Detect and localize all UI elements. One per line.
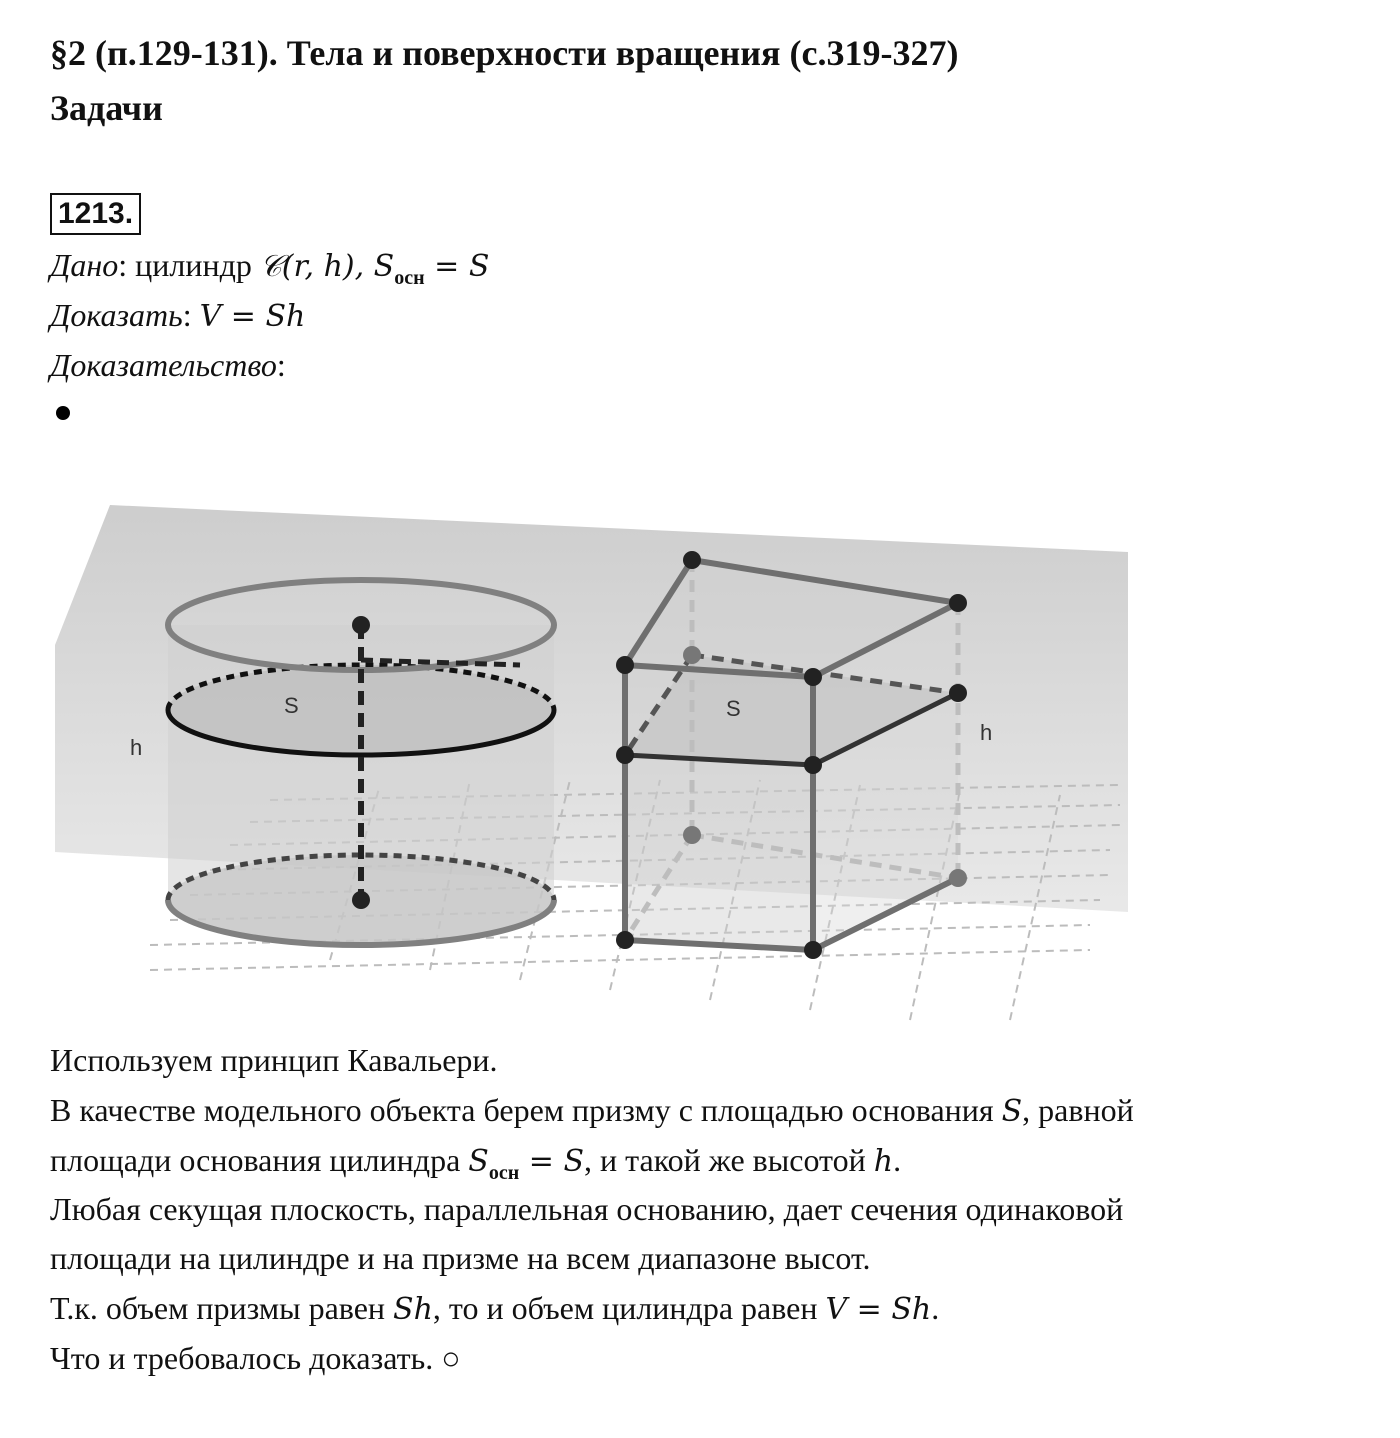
section-title: §2 (п.129-131). Тела и поверхности вращения (с.319-327) [50, 33, 959, 73]
given-subscript: осн [394, 267, 425, 289]
proof-line [50, 345, 286, 385]
given-math-cylinder: 𝒞(r, h), [259, 249, 374, 284]
prove-line [50, 295, 305, 337]
prism-area-label: S [726, 696, 741, 721]
cylinder-height-label: h [130, 735, 143, 760]
solution-line-6-text-a: Т.к. объем призмы равен [50, 1290, 394, 1326]
cylinder-bottom-center [352, 891, 370, 909]
solution-line-3-math-s: S [468, 1144, 489, 1179]
given-label: Дано [50, 247, 119, 283]
given-line [50, 245, 489, 290]
section-subtitle: Задачи [50, 88, 163, 128]
solution-line-2-text-a: В качестве модельного объекта берем призму с площадью основания [50, 1092, 1002, 1128]
solution-line-7: Что и требовалось доказать. ○ [50, 1340, 461, 1376]
solution-line-3-math-eq: = S [519, 1144, 585, 1179]
prove-label: Доказать [50, 297, 183, 333]
solution-line-6-text-b: , то и объем цилиндра равен [432, 1290, 826, 1326]
solution-line-1: Используем принцип Кавальери. [50, 1042, 498, 1078]
cylinder-area-label: S [284, 693, 299, 718]
problem-number: 1213. [50, 193, 141, 235]
bullet-dot [56, 406, 70, 420]
solution-line-2-text-b: , равной [1022, 1092, 1134, 1128]
prism-height-label: h [980, 720, 993, 745]
cylinder-prism-figure [50, 500, 1140, 1040]
solution-line-2-math: S [1001, 1094, 1023, 1129]
given-math-s: S [373, 249, 395, 284]
prism [616, 551, 967, 959]
solution-line-3-math-h: h [873, 1144, 894, 1179]
solution-line-6-text-c: . [931, 1290, 940, 1326]
solution-line-3-text-c: . [893, 1142, 902, 1178]
solution-line-6-math-1: Sh [393, 1292, 433, 1327]
solution-line-3-text-b: , и такой же высотой [584, 1142, 874, 1178]
given-text: : цилиндр [118, 247, 260, 283]
solution-line-5: площади на цилиндре и на призме на всем диапазоне высот. [50, 1240, 871, 1276]
given-math-equals: = S [424, 249, 490, 284]
proof-colon: : [276, 347, 286, 383]
prove-colon: : [182, 297, 200, 333]
solution-line-3-subscript: осн [488, 1162, 520, 1184]
solution-line-3-text-a: площади основания цилиндра [50, 1142, 469, 1178]
solution-line-6 [50, 1288, 939, 1330]
cylinder [168, 580, 554, 945]
solution-line-4: Любая секущая плоскость, параллельная основанию, дает сечения одинаковой [50, 1191, 1124, 1227]
prove-math: V = Sh [199, 299, 306, 334]
solution-line-2 [50, 1090, 1134, 1132]
solution-line-3 [50, 1140, 901, 1185]
proof-label: Доказательство [50, 347, 277, 383]
solution-line-6-math-2: V = Sh [825, 1292, 932, 1327]
cylinder-top-center [352, 616, 370, 634]
